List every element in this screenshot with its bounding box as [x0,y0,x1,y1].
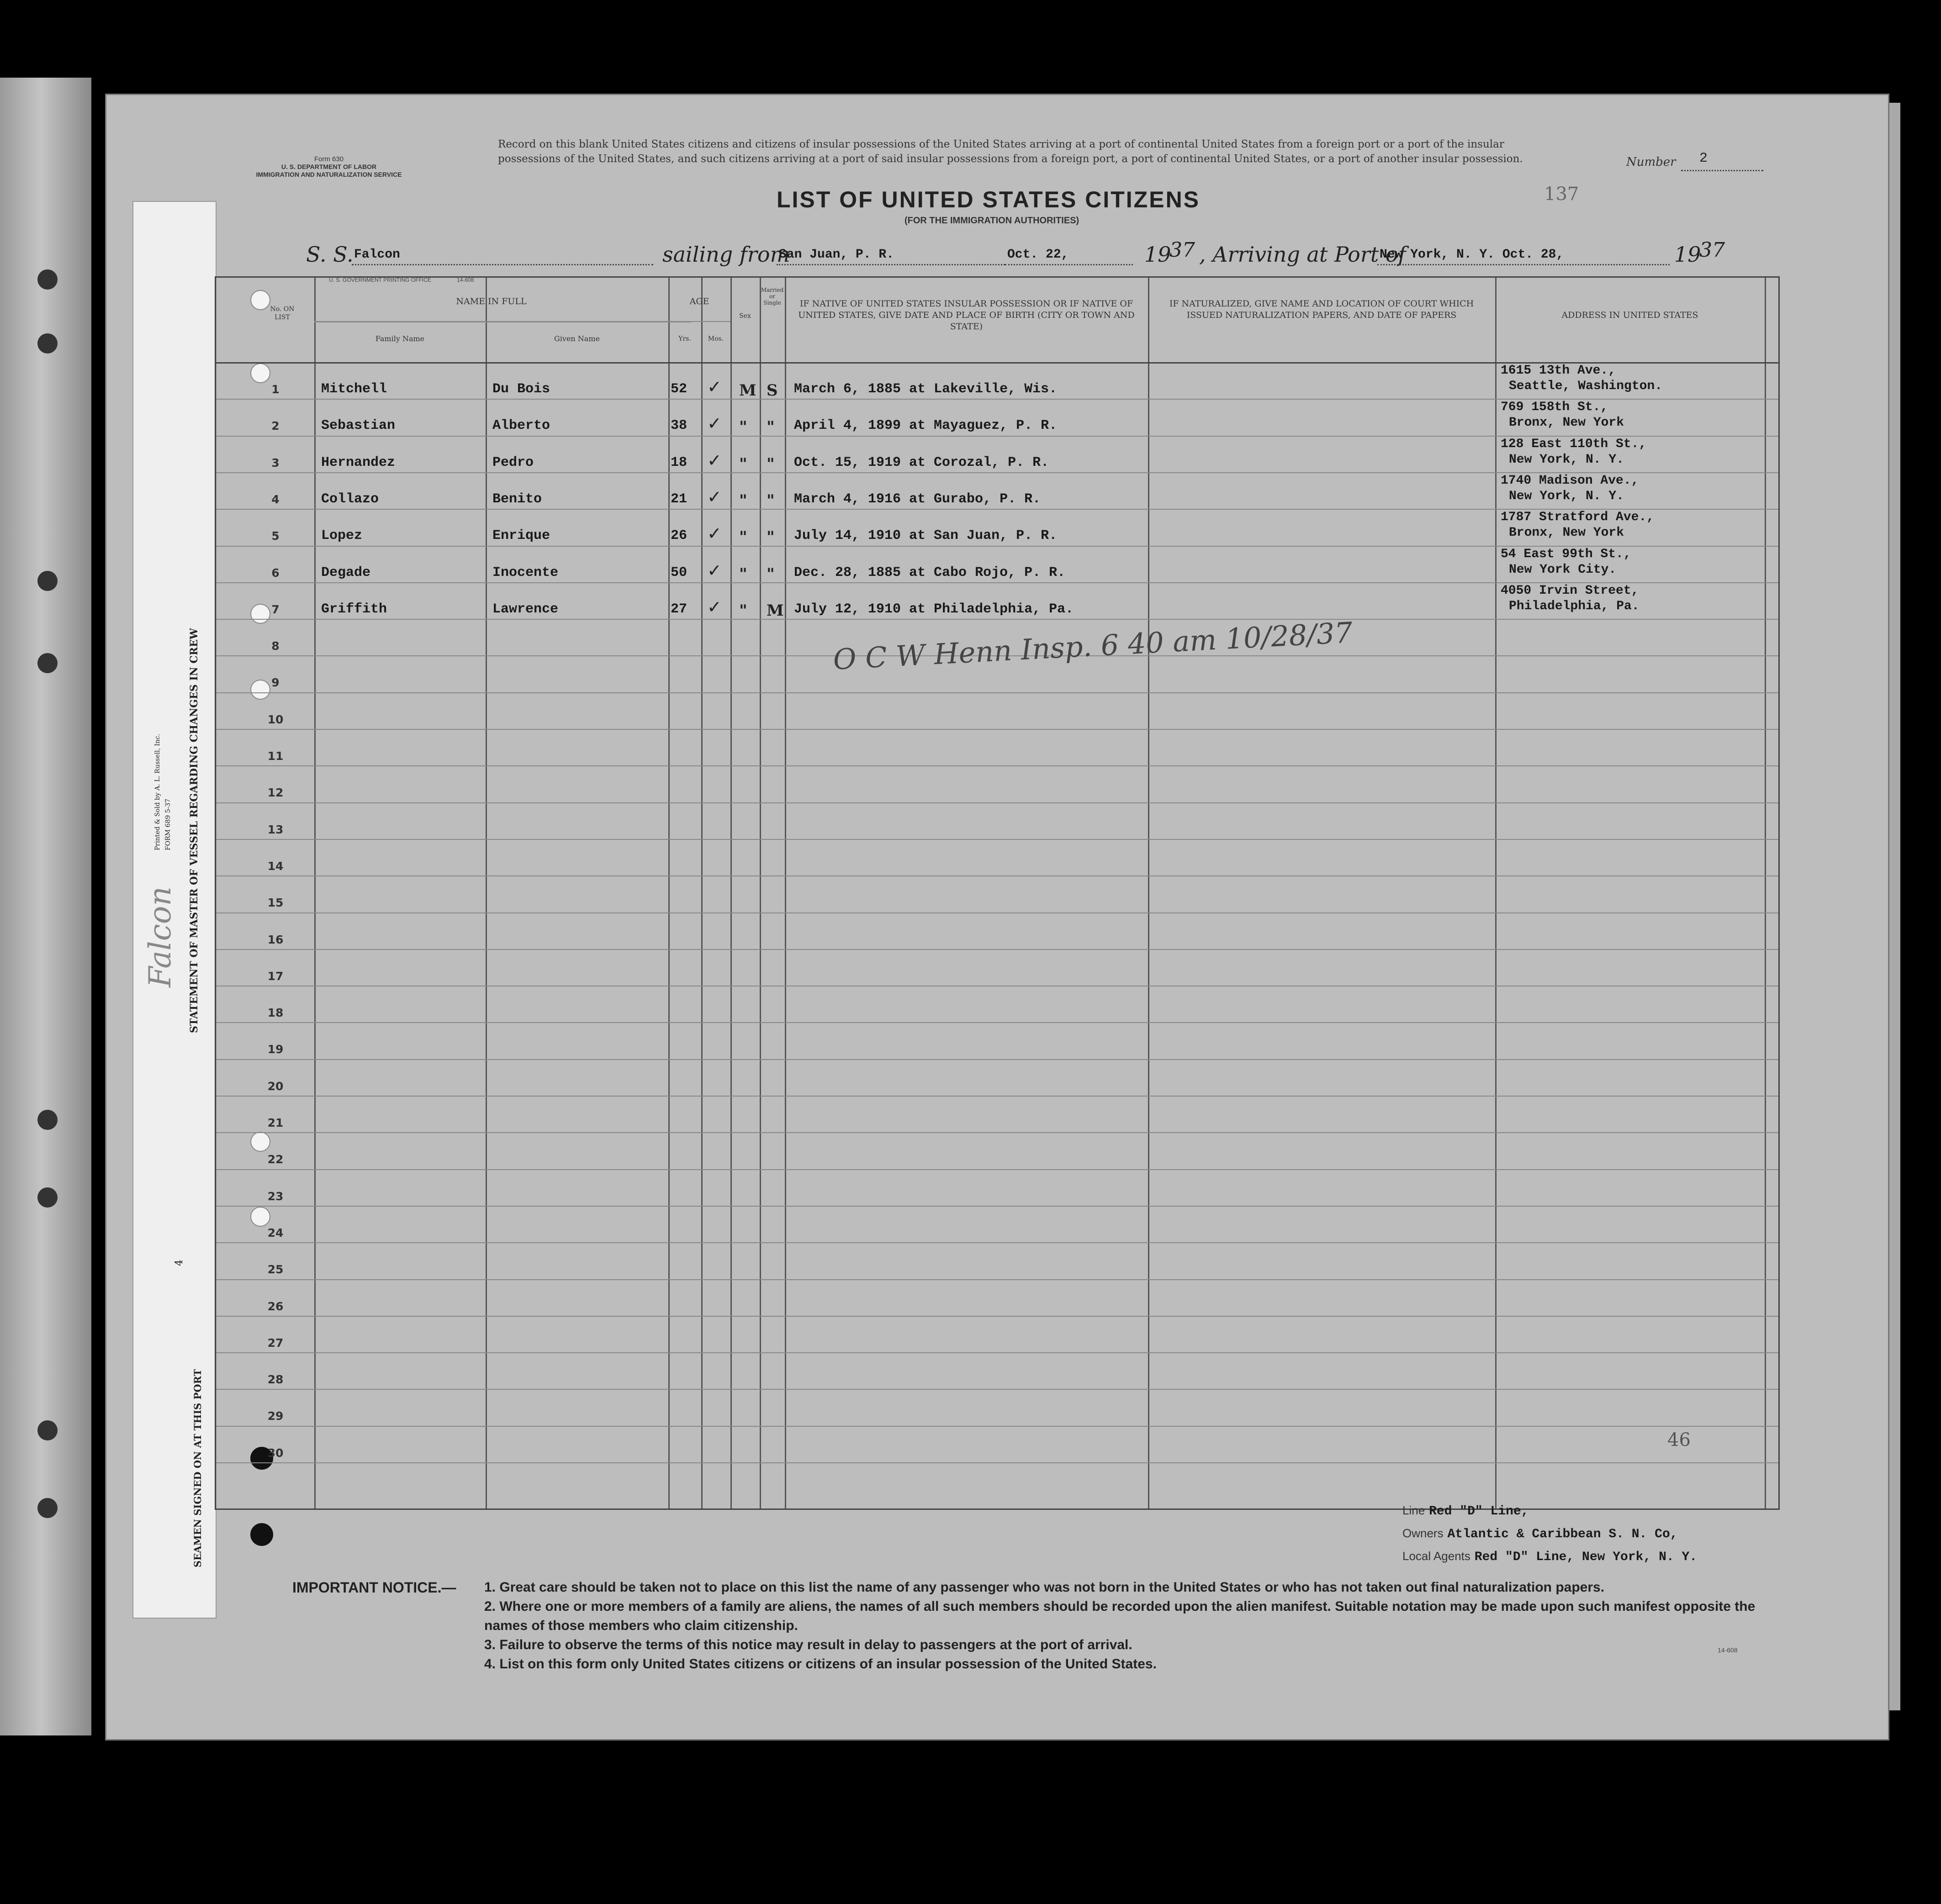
sex-value: " [739,601,747,620]
row-rule [216,1462,1778,1463]
row-rule [216,1022,1778,1023]
row-rule [216,839,1778,840]
marital-status: " [767,491,775,510]
line-value: Red "D" Line, [1429,1504,1529,1519]
row-rule [216,1426,1778,1427]
given-name: Lawrence [492,601,559,617]
age-years: 26 [671,528,688,544]
year-prefix: 19 [1144,242,1171,267]
birth-date-place: March 6, 1885 at Lakeville, Wis. [794,381,1058,397]
inspector-note-handwritten: O C W Henn Insp. 6 40 am 10/28/37 [832,616,1354,676]
birth-date-place: July 14, 1910 at San Juan, P. R. [794,528,1058,544]
form-number: Form 630 [314,155,344,163]
row-number: 11 [267,749,284,763]
owners-label: Owners [1402,1526,1444,1540]
printer-credit: Printed & Sold by A. L. Russell, Inc. [154,733,161,850]
header-address: ADDRESS IN UNITED STATES [1561,310,1698,320]
address-line-1: 769 158th St., [1501,400,1608,415]
row-rule [216,729,1778,730]
age-years: 38 [671,418,688,434]
record-instructions: Record on this blank United States citizens and citizens of insular possessions of the United States arriving at a port of continental United States from a foreign port or a port of the insular possessions of the United States, and such citizens arriving at a port of said insular possessions from a foreign port, a port of continental United States, or a port of another insular possession. [498,138,1523,165]
year-prefix-arrival: 19 [1674,242,1701,267]
sex-value: " [739,528,747,547]
age-years: 18 [671,454,688,470]
header-no: No. ON LIST [270,306,295,321]
age-years: 50 [671,564,688,580]
ship-name: Falcon [354,248,400,262]
check-mark: ✓ [707,523,722,544]
row-rule [216,1279,1778,1280]
birth-date-place: March 4, 1916 at Gurabo, P. R. [794,491,1041,507]
crew-statement-strip [132,201,217,1619]
notice-heading: IMPORTANT NOTICE.— [292,1579,456,1596]
header-family-name: Family Name [375,334,425,343]
row-rule [216,765,1778,766]
row-number: 14 [267,859,284,873]
agents-field [1402,1548,1697,1564]
binder-hole [37,1498,58,1518]
row-number: 18 [267,1006,284,1020]
ship-name-handwritten: Falcon [143,886,178,987]
row-number: 27 [267,1336,284,1350]
family-name: Sebastian [321,418,396,434]
number-label: Number [1626,155,1676,169]
from-port-rule [777,264,1005,265]
arrival-rule [1377,264,1670,265]
sex-value: " [739,564,747,583]
arrival-port-date: New York, N. Y. Oct. 28, [1380,248,1564,262]
binder-hole [37,1110,58,1130]
row-number: 24 [267,1226,284,1239]
header-birth: IF NATIVE OF UNITED STATES INSULAR POSSESSION OR IF NATIVE OF UNITED STATES, GIVE DATE AND PLACE OF BIRTH (CITY OR TOWN AND STATE) [798,299,1135,332]
bottom-code: 14-608 [1718,1646,1738,1654]
page-subtitle: (FOR THE IMMIGRATION AUTHORITIES) [904,216,1079,226]
header-name-in-full: NAME IN FULL [456,296,527,306]
birth-date-place: July 12, 1910 at Philadelphia, Pa. [794,601,1074,617]
header-mos: Mos. [708,335,724,343]
address-line-2: New York, N. Y. [1509,489,1624,503]
strip-form-code: FORM 689 5-37 [164,798,172,850]
row-rule [216,1096,1778,1097]
seamen-count: 4 [174,1260,185,1266]
row-rule [216,619,1778,620]
row-number: 15 [267,896,284,910]
marital-status: " [767,454,775,473]
row-number: 21 [267,1116,284,1129]
address-line-1: 4050 Irvin Street, [1501,583,1639,598]
row-number: 9 [271,676,280,690]
birth-date-place: Dec. 28, 1885 at Cabo Rojo, P. R. [794,564,1066,580]
family-name: Mitchell [321,381,387,397]
header-yrs: Yrs. [678,335,691,343]
row-number: 12 [267,786,284,800]
sex-value: " [739,454,747,473]
service-name: IMMIGRATION AND NATURALIZATION SERVICE [256,171,402,178]
age-years: 21 [671,491,688,507]
row-rule [216,1389,1778,1390]
passenger-table [215,276,1780,1510]
given-name: Inocente [492,564,559,580]
row-number: 3 [271,456,280,469]
address-line-2: Bronx, New York [1509,416,1624,430]
row-number: 25 [267,1263,284,1276]
sex-value: " [739,491,747,510]
line-field [1402,1503,1529,1519]
printing-office: U. S. GOVERNMENT PRINTING OFFICE [329,277,431,283]
binder-hole [37,1420,58,1440]
family-name: Degade [321,564,371,580]
from-port: San Juan, P. R. [779,248,894,262]
family-name: Hernandez [321,454,396,470]
address-line-1: 1787 Stratford Ave., [1501,510,1655,525]
notice-item: 4. List on this form only United States citizens or citizens of an insular possession of the United States. [484,1656,1157,1672]
notice-item: 1. Great care should be taken not to place on this list the name of any passenger who was not born in the United States or who has not taken out final naturalization papers. [484,1580,1605,1595]
punch-hole [250,1523,273,1546]
page-number: 46 [1667,1429,1691,1450]
marital-status: S [767,381,778,400]
binder-edge [0,78,91,1735]
arrival-year-handwritten: 37 [1699,238,1725,262]
ship-rule [352,264,653,265]
seamen-signed-label: SEAMEN SIGNED ON AT THIS PORT [192,1369,203,1567]
marital-status: " [767,528,775,547]
sailing-label: sailing from [662,242,790,267]
row-number: 19 [267,1043,284,1056]
given-name: Benito [492,491,542,507]
row-number: 29 [267,1409,284,1423]
header-married-single: Married or Single [761,287,784,306]
header-sex: Sex [739,312,751,320]
given-name: Du Bois [492,381,550,397]
row-rule [216,692,1778,693]
crew-statement-title: STATEMENT OF MASTER OF VESSEL REGARDING CHANGES IN CREW [188,628,200,1033]
arriving-label: , Arriving at Port of [1199,242,1406,267]
ss-label: S. S. [306,242,354,267]
binder-hole [37,571,58,591]
family-name: Griffith [321,601,387,617]
row-rule [216,1169,1778,1170]
binder-hole [37,333,58,353]
family-name: Lopez [321,528,363,544]
check-mark: ✓ [707,413,722,434]
number-rule [1681,170,1763,171]
address-line-2: Bronx, New York [1509,526,1624,540]
sex-value: M [739,381,756,400]
form-header [242,155,416,179]
notice-item: 3. Failure to observe the terms of this notice may result in delay to passengers at the port of arrival. [484,1637,1132,1652]
address-line-2: Philadelphia, Pa. [1509,599,1640,613]
row-rule [216,802,1778,803]
row-number: 5 [271,529,280,543]
print-code: 14-608 [457,277,474,283]
row-rule [216,1316,1778,1317]
row-number: 7 [271,602,280,616]
row-number: 6 [271,566,280,580]
row-rule [216,1242,1778,1243]
number-value: 2 [1699,151,1708,166]
check-mark: ✓ [707,377,722,397]
header-naturalized: IF NATURALIZED, GIVE NAME AND LOCATION OF COURT WHICH ISSUED NATURALIZATION PAPERS, AND DATE OF PAPERS [1169,299,1474,320]
age-years: 27 [671,601,688,617]
row-number: 26 [267,1299,284,1313]
page-title: LIST OF UNITED STATES CITIZENS [777,187,1201,212]
from-date-rule [1005,264,1133,265]
given-name: Enrique [492,528,550,544]
address-line-1: 54 East 99th St., [1501,547,1631,561]
given-name: Pedro [492,454,534,470]
address-line-2: Seattle, Washington. [1509,379,1663,393]
notice-item: 2. Where one or more members of a family are aliens, the names of all such members should be recorded upon the alien manifest. Suitable notation may be made upon such manifest opposite the names of those members who claim citizenship. [484,1599,1756,1633]
family-name: Collazo [321,491,379,507]
check-mark: ✓ [707,560,722,580]
agents-label: Local Agents [1402,1549,1470,1563]
owners-value: Atlantic & Caribbean S. N. Co, [1447,1527,1678,1541]
row-number: 22 [267,1153,284,1166]
row-rule [216,1132,1778,1133]
address-line-1: 1740 Madison Ave., [1501,473,1639,488]
row-number: 23 [267,1189,284,1203]
row-rule [216,949,1778,950]
marital-status: " [767,564,775,583]
row-number: 20 [267,1079,284,1093]
marital-status: " [767,418,775,437]
row-number: 8 [271,639,280,653]
age-years: 52 [671,381,688,397]
binder-hole [37,269,58,290]
line-label: Line [1402,1503,1425,1517]
row-number: 16 [267,933,284,946]
sex-value: " [739,418,747,437]
address-line-2: New York City. [1509,562,1617,577]
department-name: U. S. DEPARTMENT OF LABOR [281,163,377,170]
row-number: 1 [271,383,280,396]
binder-hole [37,1187,58,1208]
address-line-1: 128 East 110th St., [1501,437,1647,451]
row-rule [216,912,1778,913]
row-number: 10 [267,712,284,726]
stamp-number: 137 [1544,184,1579,205]
row-rule [216,1352,1778,1353]
from-date: Oct. 22, [1007,248,1069,262]
agents-value: Red "D" Line, New York, N. Y. [1474,1550,1698,1564]
birth-date-place: Oct. 15, 1919 at Corozal, P. R. [794,454,1049,470]
address-line-1: 1615 13th Ave., [1501,364,1616,378]
row-number: 30 [267,1446,284,1460]
birth-date-place: April 4, 1899 at Mayaguez, P. R. [794,418,1058,434]
header-given-name: Given Name [554,334,600,343]
given-name: Alberto [492,418,550,434]
row-rule [216,1206,1778,1207]
header-age: AGE [689,296,709,306]
notice-items [484,1578,1795,1674]
row-number: 28 [267,1373,284,1387]
binder-hole [37,653,58,673]
row-number: 17 [267,969,284,983]
address-line-2: New York, N. Y. [1509,452,1624,467]
owners-field [1402,1525,1678,1541]
row-number: 13 [267,823,284,836]
row-number: 4 [271,492,280,506]
check-mark: ✓ [707,450,722,470]
check-mark: ✓ [707,596,722,617]
marital-status: M [767,601,784,620]
year-handwritten: 37 [1169,238,1195,262]
check-mark: ✓ [707,486,722,507]
row-number: 2 [271,419,280,433]
row-rule [216,1059,1778,1060]
